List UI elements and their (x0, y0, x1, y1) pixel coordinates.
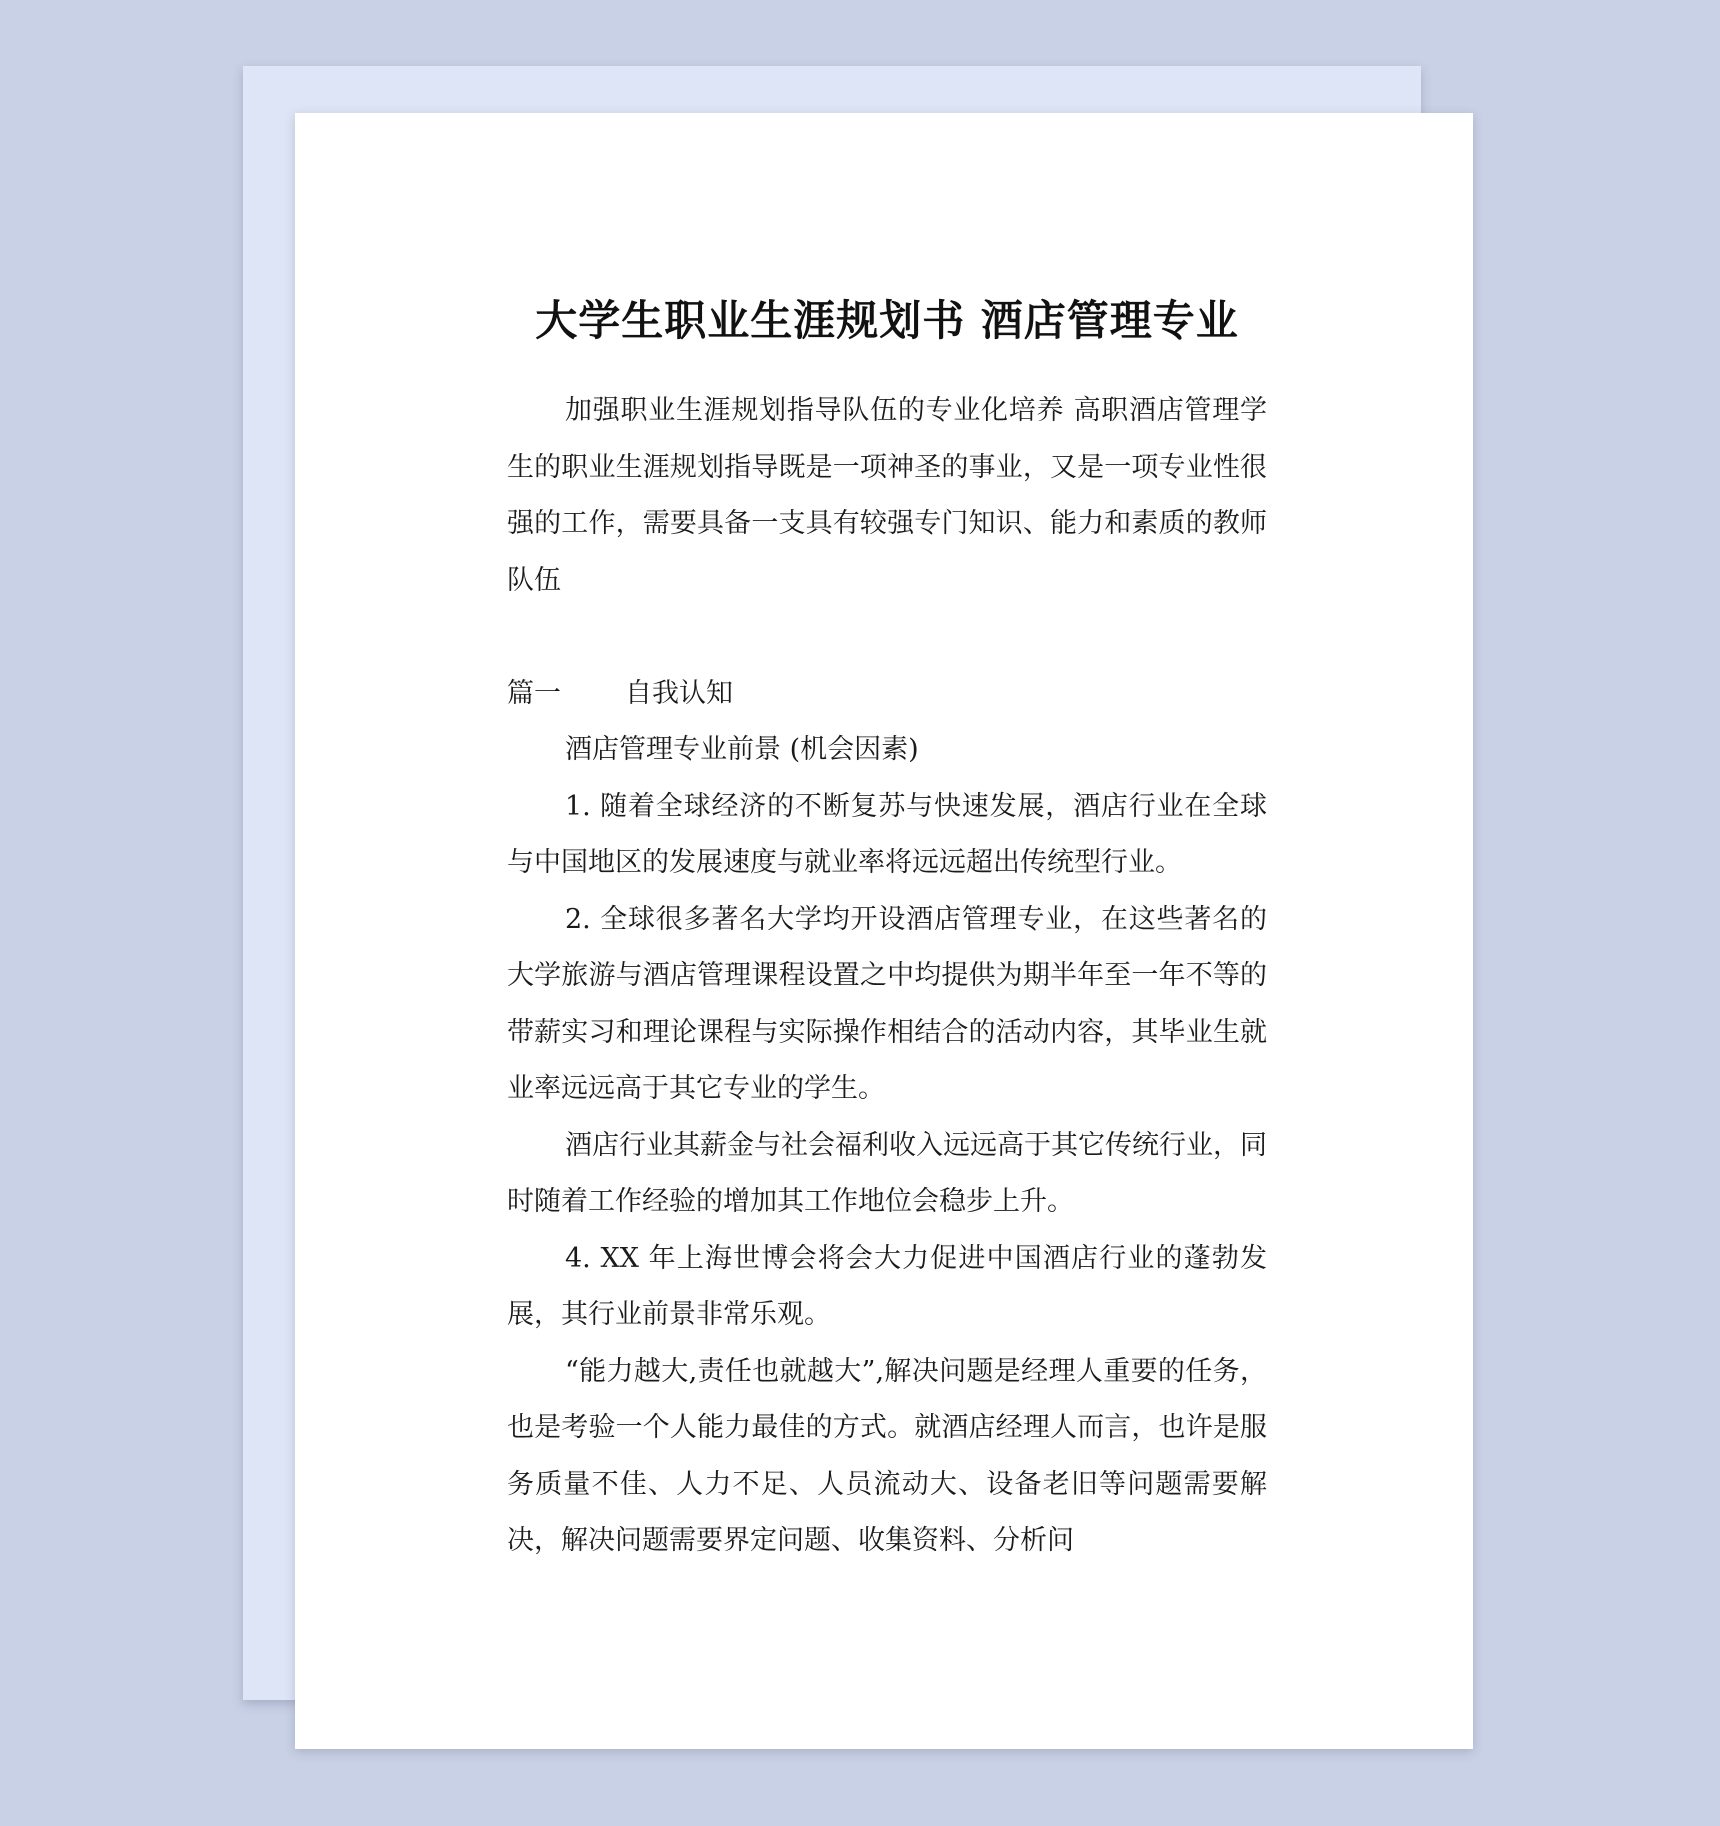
subheading-outlook: 酒店管理专业前景 (机会因素) (565, 734, 919, 765)
paragraph-4: 4. XX 年上海世博会将会大力促进中国酒店行业的蓬勃发展，其行业前景非常乐观。 (507, 1242, 1267, 1330)
document-title: 大学生职业生涯规划书 酒店管理专业 (535, 296, 1239, 345)
section-number: 篇一 (507, 677, 561, 709)
paragraph-2: 2. 全球很多著名大学均开设酒店管理专业，在这些著名的大学旅游与酒店管理课程设置之中均提供为期半年至一年不等的带薪实习和理论课程与实际操作相结合的活动内容，其毕业生就业率远远高于其它专业的学生。 (507, 903, 1267, 1104)
blank-line (507, 609, 1267, 666)
paragraph-5: “能力越大,责任也就越大”,解决问题是经理人重要的任务，也是考验一个人能力最佳的方式。就酒店经理人而言，也许是服务质量不佳、人力不足、人员流动大、设备老旧等问题需要解决，解决问题需要界定问题、收集资料、分析问 (507, 1355, 1267, 1556)
document-content (507, 293, 1267, 1570)
section-name: 自我认知 (625, 677, 733, 709)
paragraph-3: 酒店行业其薪金与社会福利收入远远高于其它传统行业，同时随着工作经验的增加其工作地位会稳步上升。 (507, 1129, 1267, 1217)
intro-paragraph: 加强职业生涯规划指导队伍的专业化培养 高职酒店管理学生的职业生涯规划指导既是一项神圣的事业，又是一项专业性很强的工作，需要具备一支具有较强专门知识、能力和素质的教师队伍 (507, 395, 1267, 596)
document-page (295, 113, 1473, 1749)
paragraph-1: 1. 随着全球经济的不断复苏与快速发展，酒店行业在全球与中国地区的发展速度与就业率将远远超出传统型行业。 (507, 790, 1267, 878)
section-heading (507, 666, 1267, 723)
